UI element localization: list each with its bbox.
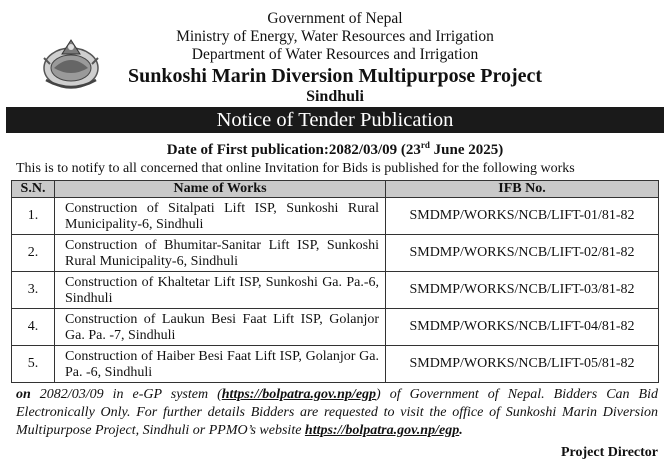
table-header-row: [12, 181, 659, 198]
footer-on-word: on: [16, 387, 31, 402]
intro-text: This is to notify to all concerned that online Invitation for Bids is published for the following works: [16, 161, 575, 176]
letterhead: [6, 0, 664, 106]
row-sn: 3.: [12, 272, 55, 309]
egp-link-1[interactable]: https://bolpatra.gov.np/egp: [221, 387, 377, 402]
header-sn: S.N.: [12, 181, 55, 198]
signature-title: Project Director: [560, 445, 658, 460]
header-works: Name of Works: [55, 181, 386, 198]
government-name: Government of Nepal: [267, 10, 403, 27]
table-row: [12, 272, 659, 309]
notice-title: Notice of Tender Publication: [6, 107, 664, 133]
date-prefix: Date of First publication:2082/03/09 (23: [166, 142, 421, 158]
table-row: [12, 235, 659, 272]
date-superscript: rd: [420, 140, 430, 150]
table-row: [12, 198, 659, 235]
project-name: Sunkoshi Marin Diversion Multipurpose Project: [127, 65, 543, 87]
footer-text-2: ) of Government of Nepal. Bidders Can Bid Electronically Only. For further details Bidders are requested to visit the office of Sunkoshi Marin Diversion Multipurpose Project, Sindhuli or PPMO’s website: [16, 387, 658, 438]
table-row: [12, 309, 659, 346]
project-location: Sindhuli: [306, 88, 364, 105]
row-ifb: SMDMP/WORKS/NCB/LIFT-05/81-82: [386, 346, 659, 383]
row-ifb: SMDMP/WORKS/NCB/LIFT-03/81-82: [386, 272, 659, 309]
row-work: Construction of Laukun Besi Faat Lift ISP, Golanjor Ga. Pa. -7, Sindhuli: [55, 309, 386, 346]
row-work: Construction of Haiber Besi Faat Lift ISP, Golanjor Ga. Pa. -6, Sindhuli: [55, 346, 386, 383]
department-name: Department of Water Resources and Irrigation: [191, 46, 479, 63]
row-ifb: SMDMP/WORKS/NCB/LIFT-02/81-82: [386, 235, 659, 272]
row-sn: 5.: [12, 346, 55, 383]
row-ifb: SMDMP/WORKS/NCB/LIFT-04/81-82: [386, 309, 659, 346]
footer-text-1: 2082/03/09 in e-GP system (: [30, 387, 222, 402]
egp-link-2[interactable]: https://bolpatra.gov.np/egp: [304, 423, 460, 438]
row-ifb: SMDMP/WORKS/NCB/LIFT-01/81-82: [386, 198, 659, 235]
row-work: Construction of Khaltetar Lift ISP, Sunkoshi Ga. Pa.-6, Sindhuli: [55, 272, 386, 309]
footer-text-3: .: [459, 423, 463, 438]
row-sn: 4.: [12, 309, 55, 346]
works-table: [11, 180, 659, 383]
row-sn: 2.: [12, 235, 55, 272]
publication-date: [6, 135, 664, 160]
ministry-name: Ministry of Energy, Water Resources and Irrigation: [176, 28, 494, 45]
nepal-government-emblem-icon: [40, 34, 102, 92]
header-ifb: IFB No.: [386, 181, 659, 198]
row-work: Construction of Sitalpati Lift ISP, Sunkoshi Rural Municipality-6, Sindhuli: [55, 198, 386, 235]
date-suffix: June 2025): [429, 142, 504, 158]
row-sn: 1.: [12, 198, 55, 235]
table-row: [12, 346, 659, 383]
footer-paragraph: [6, 383, 664, 440]
row-work: Construction of Bhumitar-Sanitar Lift ISP, Sunkoshi Rural Municipality-6, Sindhuli: [55, 235, 386, 272]
